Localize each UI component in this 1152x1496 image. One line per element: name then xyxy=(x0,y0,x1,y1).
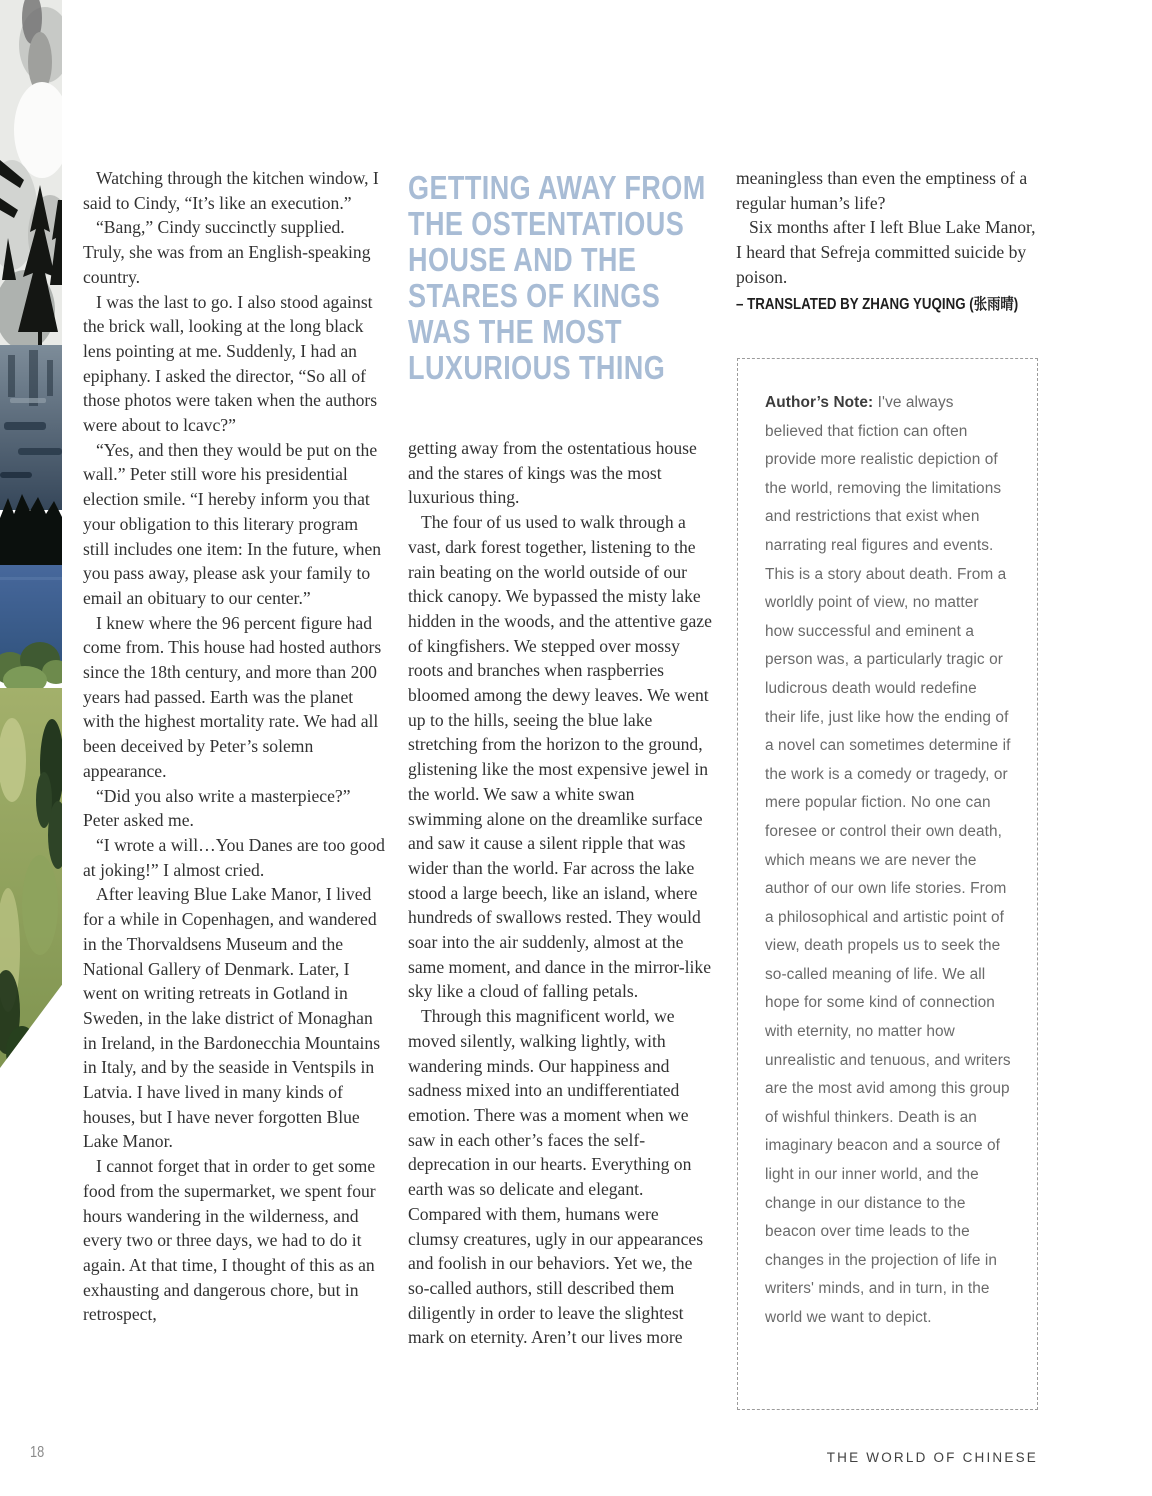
article-column-2 xyxy=(408,170,712,1350)
body-paragraph: “Did you also write a masterpiece?” Peter asked me. xyxy=(83,785,351,831)
body-paragraph: After leaving Blue Lake Manor, I lived for a while in Copenhagen, and wandered in the Thorvaldsens Museum and the National Gallery of Denmark. Later, I went on writing retreats in Gotland in Sweden, in the lake district of Monaghan in Ireland, in the Bardonecchia Mountains in Italy, and by the seaside in Ventspils in Latvia. I have lived in many kinds of houses, but I have never forgotten Blue Lake Manor. xyxy=(83,884,381,1152)
body-paragraph: The four of us used to walk through a vast, dark forest together, listening to the rain beating on the world outside of our thick canopy. We bypassed the misty lake hidden in the woods, and the attentive gaze of kingfishers. We stepped over mossy roots and branches when raspberries bloomed among the dewy leaves. We went up to the hills, seeing the blue lake stretching from the horizon to the ground, glistening like the most expensive jewel in the world. We saw a white swan swimming alone on the dreamlike surface and saw it cause a silent ripple that was wider than the world. Far across the lake stood a large beech, like an island, where hundreds of swallows rested. They would soar into the air suddenly, almost at the same moment, and dance in the mirror-like sky like a cloud of falling petals. xyxy=(408,512,712,1002)
translator-credit: – TRANSLATED BY ZHANG YUQING (张雨晴) xyxy=(736,295,1019,313)
body-paragraph: Through this magnificent world, we moved silently, walking lightly, with wandering minds. Our happiness and sadness mixed into an undifferentiated emotion. There was a moment when we saw in each other’s faces the self-deprecation in our hearts. Everything on earth was so delicate and elegant. Compared with them, humans were clumsy creatures, ugly in our appearances and foolish in our behaviors. Yet we, the so-called authors, still described them diligently in order to leave the slightest mark on eternity. Aren’t our lives more xyxy=(408,1006,704,1348)
forest-lake-illustration xyxy=(0,0,62,1068)
magazine-title: THE WORLD OF CHINESE xyxy=(826,1450,1038,1465)
pull-quote-line: GETTING AWAY FROM xyxy=(408,169,706,206)
pull-quote-line: WAS THE MOST xyxy=(408,313,622,350)
pull-quote-line: LUXURIOUS THING xyxy=(408,349,666,386)
pull-quote-heading xyxy=(408,170,712,386)
body-paragraph: “Yes, and then they would be put on the wall.” Peter still wore his presidential election smile. “I hereby inform you that your obligation to this literary program still includes one item: In the future, when you pass away, please ask your family to email an obituary to our center.” xyxy=(83,439,382,608)
pull-quote-line: HOUSE AND THE xyxy=(408,241,637,278)
pull-quote-line: STARES OF KINGS xyxy=(408,277,661,314)
body-paragraph: I knew where the 96 percent figure had come from. This house had hosted authors since the 18th century, and more than 200 years had passed. Earth was the planet with the highest mortality rate. We had all been deceived by Peter’s solemn appearance. xyxy=(83,612,382,781)
landscape-painting-svg xyxy=(0,0,62,1068)
article-column-3 xyxy=(736,166,1040,316)
body-paragraph: “I wrote a will…You Danes are too good at joking!” I almost cried. xyxy=(83,834,385,880)
body-paragraph: I was the last to go. I also stood against the brick wall, looking at the long black lens pointing at me. Suddenly, I had an epiphany. I asked the director, “So all of those photos were taken when the authors were about to lcavc?” xyxy=(83,291,378,436)
authors-note-text xyxy=(765,389,1011,1333)
body-paragraph: Six months after I left Blue Lake Manor, I heard that Sefreja committed suicide by poison. xyxy=(736,217,1036,287)
authors-note-body: I've always believed that fiction can often provide more realistic depiction of the world, removing the limitations and restrictions that exist when narrating real figures and events. This is a story about death. From a worldly point of view, no matter how successful and eminent a person was, a particularly tragic or ludicrous death would redefine their life, just like how the ending of a novel can sometimes determine if the work is a comedy or tragedy, or mere popular fiction. No one can foresee or control their own death, which means we are never the author of our own life stories. From a philosophical and artistic point of view, death propels us to seek the so-called meaning of life. We all hope for some kind of connection with eternity, no matter how unrealistic and tenuous, and writers are the most avid among this group of wishful thinkers. Death is an imaginary beacon and a source of light in our inner world, and the change in our distance to the beacon over time leads to the changes in the projection of life in writers' minds, and in turn, in the world we want to depict. xyxy=(765,394,1011,1326)
pull-quote-line: THE OSTENTATIOUS xyxy=(408,205,685,242)
page-number: 18 xyxy=(30,1444,45,1461)
body-paragraph: getting away from the ostentatious house and the stares of kings was the most luxurious thing. xyxy=(408,438,697,508)
authors-note-label: Author’s Note: xyxy=(765,394,874,411)
body-paragraph: Watching through the kitchen window, I said to Cindy, “It’s like an execution.” xyxy=(83,168,379,213)
body-paragraph: meaningless than even the emptiness of a regular human’s life? xyxy=(736,168,1028,213)
body-paragraph: I cannot forget that in order to get some food from the supermarket, we spent four hours wandering in the wilderness, and every two or three days, we had to do it again. At that time, I thought of this as an exhausting and dangerous chore, but in retrospect, xyxy=(83,1156,376,1325)
authors-note-box xyxy=(737,358,1038,1410)
article-column-1 xyxy=(83,166,387,1327)
body-paragraph: “Bang,” Cindy succinctly supplied. Truly, she was from an English-speaking country. xyxy=(83,217,371,287)
